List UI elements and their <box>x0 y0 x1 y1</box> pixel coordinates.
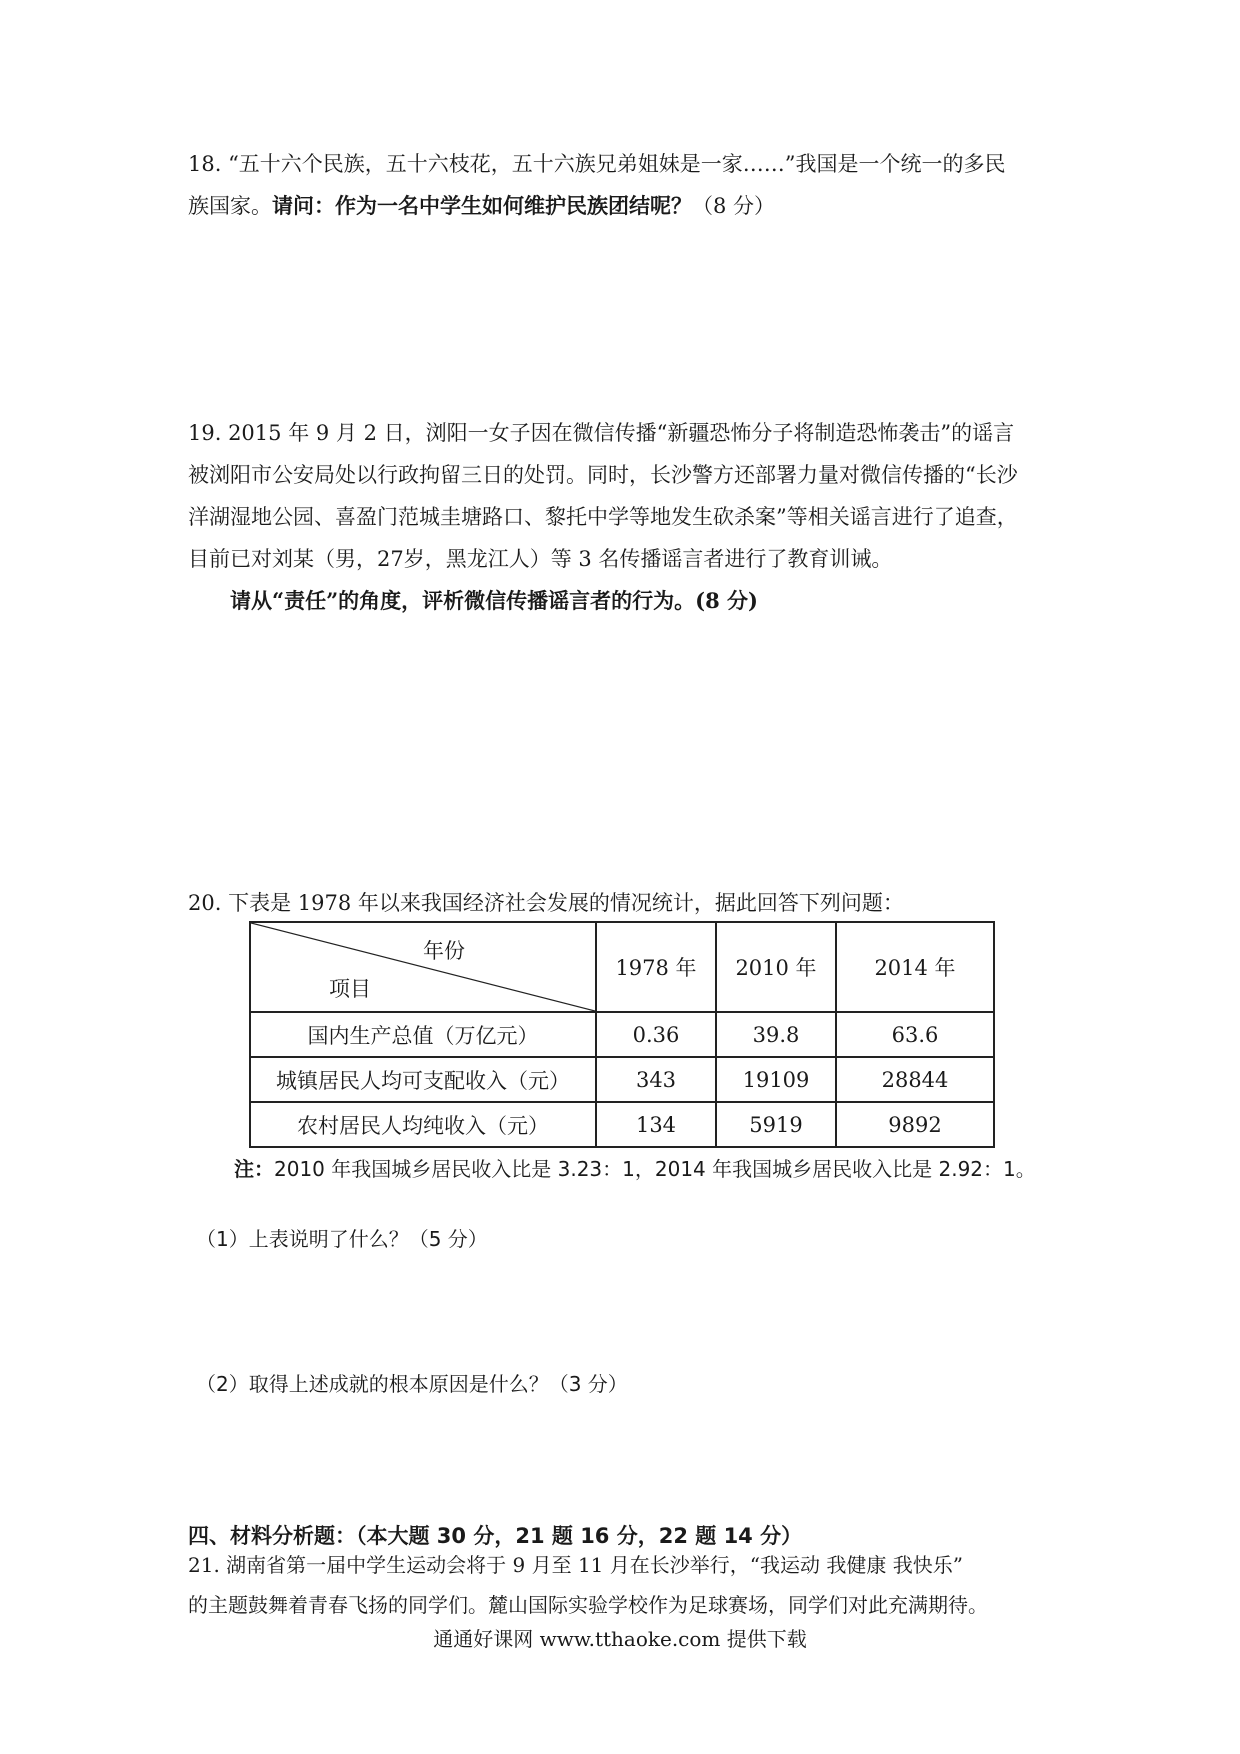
note-label: 注： <box>234 1157 274 1181</box>
corner-item-label: 项目 <box>329 977 371 1001</box>
question-20-intro <box>188 883 1063 923</box>
question-18-line-2 <box>188 185 1063 227</box>
row-label: 国内生产总值（万亿元） <box>250 1012 596 1057</box>
table-row <box>250 1057 994 1102</box>
question-21 <box>188 1545 1068 1625</box>
question-20-intro-text: 20. 下表是 1978 年以来我国经济社会发展的情况统计，据此回答下列问题： <box>188 891 904 915</box>
question-19 <box>188 412 1063 622</box>
question-21-line: 的主题鼓舞着青春飞扬的同学们。麓山国际实验学校作为足球赛场，同学们对此充满期待。 <box>188 1593 988 1617</box>
table-row <box>250 1012 994 1057</box>
page-footer: 通通好课网 www.tthaoke.com 提供下载 <box>433 1627 807 1651</box>
row-label: 农村居民人均纯收入（元） <box>250 1102 596 1147</box>
question-18 <box>188 143 1063 227</box>
table-cell: 63.6 <box>836 1012 994 1057</box>
table-cell: 19109 <box>716 1057 836 1102</box>
table-cell: 9892 <box>836 1102 994 1147</box>
question-19-prompt: 请从“责任”的角度，评析微信传播谣言者的行为。(8 分) <box>230 588 758 613</box>
question-18-score: （8 分） <box>692 194 776 218</box>
table-cell: 39.8 <box>716 1012 836 1057</box>
question-20-part-2: （2）取得上述成就的根本原因是什么？（3 分） <box>196 1372 628 1396</box>
corner-year-label: 年份 <box>423 939 465 963</box>
note-text: 2010 年我国城乡居民收入比是 3.23：1，2014 年我国城乡居民收入比是 2.92：1。 <box>274 1157 1036 1181</box>
table-note <box>234 1153 1036 1182</box>
year-header: 2010 年 <box>716 922 836 1012</box>
table-cell: 343 <box>596 1057 716 1102</box>
section-4-heading: 四、材料分析题：（本大题 30 分，21 题 16 分，22 题 14 分） <box>188 1524 803 1548</box>
table-cell: 0.36 <box>596 1012 716 1057</box>
table-header-row <box>250 922 994 1012</box>
year-header: 2014 年 <box>836 922 994 1012</box>
question-20-part-1: （1）上表说明了什么？（5 分） <box>196 1227 488 1251</box>
table-row <box>250 1102 994 1147</box>
question-19-line: 洋湖湿地公园、喜盈门范城圭塘路口、黎托中学等地发生砍杀案”等相关谣言进行了追查， <box>188 505 1018 529</box>
row-label: 城镇居民人均可支配收入（元） <box>250 1057 596 1102</box>
table-cell: 5919 <box>716 1102 836 1147</box>
table-cell: 28844 <box>836 1057 994 1102</box>
table-cell: 134 <box>596 1102 716 1147</box>
year-header: 1978 年 <box>596 922 716 1012</box>
question-19-line: 目前已对刘某（男，27岁，黑龙江人）等 3 名传播谣言者进行了教育训诫。 <box>188 547 893 571</box>
question-21-line: 21. 湖南省第一届中学生运动会将于 9 月至 11 月在长沙举行，“我运动 我健康 我快乐” <box>188 1553 963 1577</box>
question-18-line-1: 18. “五十六个民族，五十六枝花，五十六族兄弟姐妹是一家……”我国是一个统一的多民 <box>188 152 1006 176</box>
question-18-text: 族国家。 <box>188 194 272 218</box>
question-18-prompt: 请问：作为一名中学生如何维护民族团结呢？ <box>272 193 692 218</box>
statistics-table <box>249 921 995 1148</box>
question-19-line: 19. 2015 年 9 月 2 日，浏阳一女子因在微信传播“新疆恐怖分子将制造恐怖袭击”的谣言 <box>188 421 1015 445</box>
question-19-line: 被浏阳市公安局处以行政拘留三日的处罚。同时，长沙警方还部署力量对微信传播的“长沙 <box>188 463 1018 487</box>
table-corner-cell <box>250 922 596 1012</box>
